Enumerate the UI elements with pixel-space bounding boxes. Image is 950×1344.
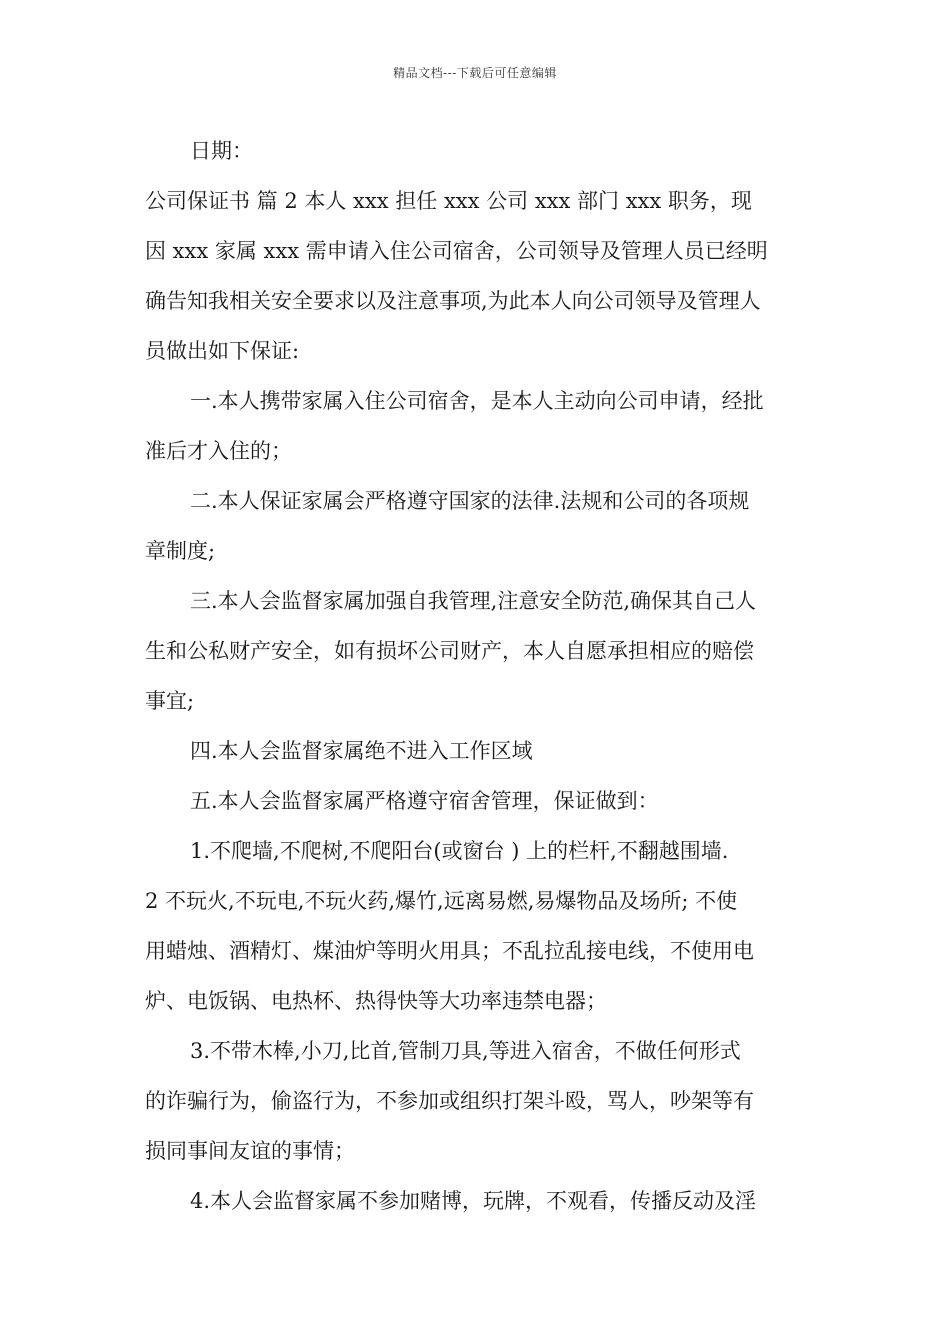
item-3-line-1: 3.不带木棒,小刀,比首,管制刀具,等进入宿舍，不做任何形式 xyxy=(190,1039,741,1063)
clause-3-line-2: 生和公私财产安全，如有损坏公司财产，本人自愿承担相应的赔偿 xyxy=(145,639,754,663)
clause-1-line-1: 一.本人携带家属入住公司宿舍，是本人主动向公司申请，经批 xyxy=(190,389,764,413)
intro-line-2: 因 xxx 家属 xxx 需申请入住公司宿舍，公司领导及管理人员已经明 xyxy=(145,239,768,263)
date-line: 日期： xyxy=(190,139,253,163)
intro-line-4: 员做出如下保证: xyxy=(145,339,300,363)
clause-3-line-3: 事宜; xyxy=(145,689,195,713)
item-1-line: 1.不爬墙,不爬树,不爬阳台(或窗台 ) 上的栏杆,不翻越围墙. xyxy=(190,839,729,863)
clause-5-line: 五.本人会监督家属严格遵守宿舍管理，保证做到： xyxy=(190,789,659,813)
item-3-line-2: 的诈骗行为，偷盗行为，不参加或组织打架斗殴，骂人，吵架等有 xyxy=(145,1089,754,1113)
item-4-line-1: 4.本人会监督家属不参加赌博，玩牌，不观看，传播反动及淫 xyxy=(190,1189,757,1213)
clause-2-line-1: 二.本人保证家属会严格遵守国家的法律.法规和公司的各项规 xyxy=(190,489,750,513)
item-2-line-3: 炉、电饭锅、电热杯、热得快等大功率违禁电器； xyxy=(145,989,607,1013)
item-3-line-3: 损同事间友谊的事情； xyxy=(145,1139,355,1163)
item-2-line-1: 2 不玩火,不玩电,不玩火药,爆竹,远离易燃,易爆物品及场所; 不使 xyxy=(145,889,738,913)
clause-3-line-1: 三.本人会监督家属加强自我管理,注意安全防范,确保其自己人 xyxy=(190,589,757,613)
intro-line-3: 确告知我相关安全要求以及注意事项,为此本人向公司领导及管理人 xyxy=(145,289,761,313)
item-2-line-2: 用蜡烛、酒精灯、煤油炉等明火用具；不乱拉乱接电线，不使用电 xyxy=(145,939,754,963)
clause-4-line: 四.本人会监督家属绝不进入工作区域 xyxy=(190,739,533,763)
clause-2-line-2: 章制度; xyxy=(145,539,216,563)
page-header: 精品文档---下载后可任意编辑 xyxy=(393,66,557,80)
clause-1-line-2: 准后才入住的； xyxy=(145,439,292,463)
title-and-intro-line: 公司保证书 篇 2 本人 xxx 担任 xxx 公司 xxx 部门 xxx 职务，现 xyxy=(145,189,752,213)
